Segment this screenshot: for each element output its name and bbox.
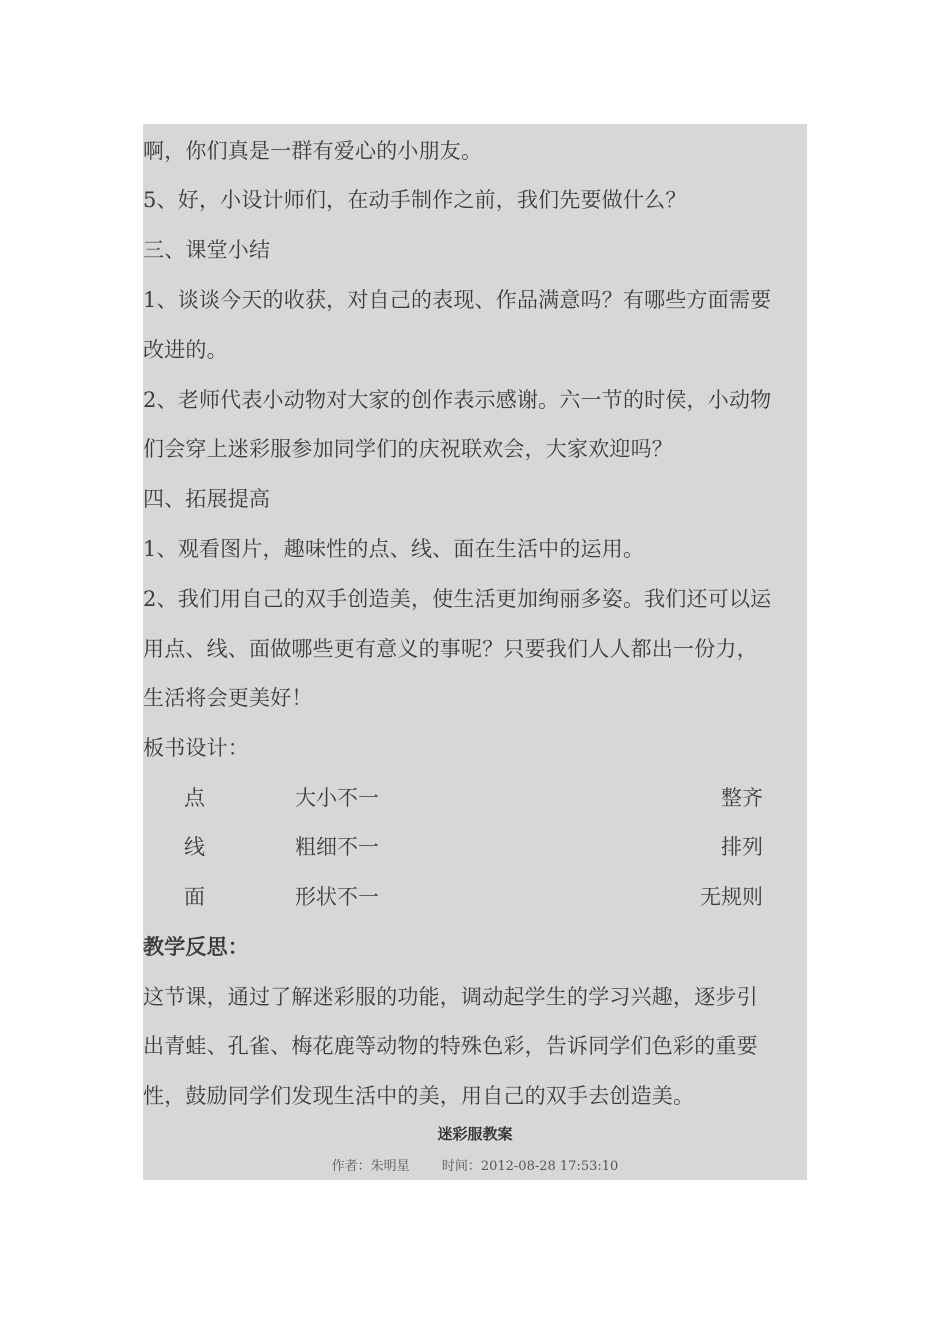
text-line: 用点、线、面做哪些更有意义的事呢？只要我们人人都出一份力， (143, 637, 758, 661)
text-line: 啊，你们真是一群有爱心的小朋友。 (143, 139, 483, 163)
text-line: 们会穿上迷彩服参加同学们的庆祝联欢会，大家欢迎吗？ (143, 437, 673, 461)
board-heading: 板书设计： (143, 736, 249, 760)
text-line: 1、观看图片，趣味性的点、线、面在生活中的运用。 (143, 537, 645, 561)
reflection-line: 出青蛙、孔雀、梅花鹿等动物的特殊色彩，告诉同学们色彩的重要 (143, 1034, 758, 1058)
text-line: 1、谈谈今天的收获，对自己的表现、作品满意吗？有哪些方面需要 (143, 288, 772, 312)
text-line: 生活将会更美好！ (143, 686, 313, 710)
board-term: 线 (184, 835, 205, 859)
reflection-heading: 教学反思： (143, 934, 249, 959)
text-line: 改进的。 (143, 338, 228, 362)
text-line: 2、我们用自己的双手创造美，使生活更加绚丽多姿。我们还可以运 (143, 587, 772, 611)
board-arrangement: 排列 (721, 835, 763, 859)
footer-title: 迷彩服教案 (437, 1125, 513, 1143)
section-heading: 四、拓展提高 (143, 487, 271, 511)
board-term: 面 (184, 885, 205, 909)
footer-time: 时间：2012-08-28 17:53:10 (441, 1159, 619, 1174)
footer-meta (143, 1158, 807, 1176)
text-line: 2、老师代表小动物对大家的创作表示感谢。六一节的时侯，小动物 (143, 388, 772, 412)
section-heading: 三、课堂小结 (143, 238, 271, 262)
reflection-line: 性，鼓励同学们发现生活中的美，用自己的双手去创造美。 (143, 1084, 695, 1108)
board-desc: 粗细不一 (295, 835, 379, 859)
board-arrangement: 整齐 (721, 786, 763, 810)
reflection-line: 这节课，通过了解迷彩服的功能，调动起学生的学习兴趣，逐步引 (143, 985, 758, 1009)
board-arrangement: 无规则 (700, 885, 763, 909)
text-line: 5、好，小设计师们，在动手制作之前，我们先要做什么？ (143, 188, 687, 212)
document-page (143, 124, 807, 1180)
board-desc: 形状不一 (295, 885, 379, 909)
board-term: 点 (184, 786, 205, 810)
board-desc: 大小不一 (295, 786, 379, 810)
footer-author: 作者：朱明星 (331, 1159, 410, 1174)
